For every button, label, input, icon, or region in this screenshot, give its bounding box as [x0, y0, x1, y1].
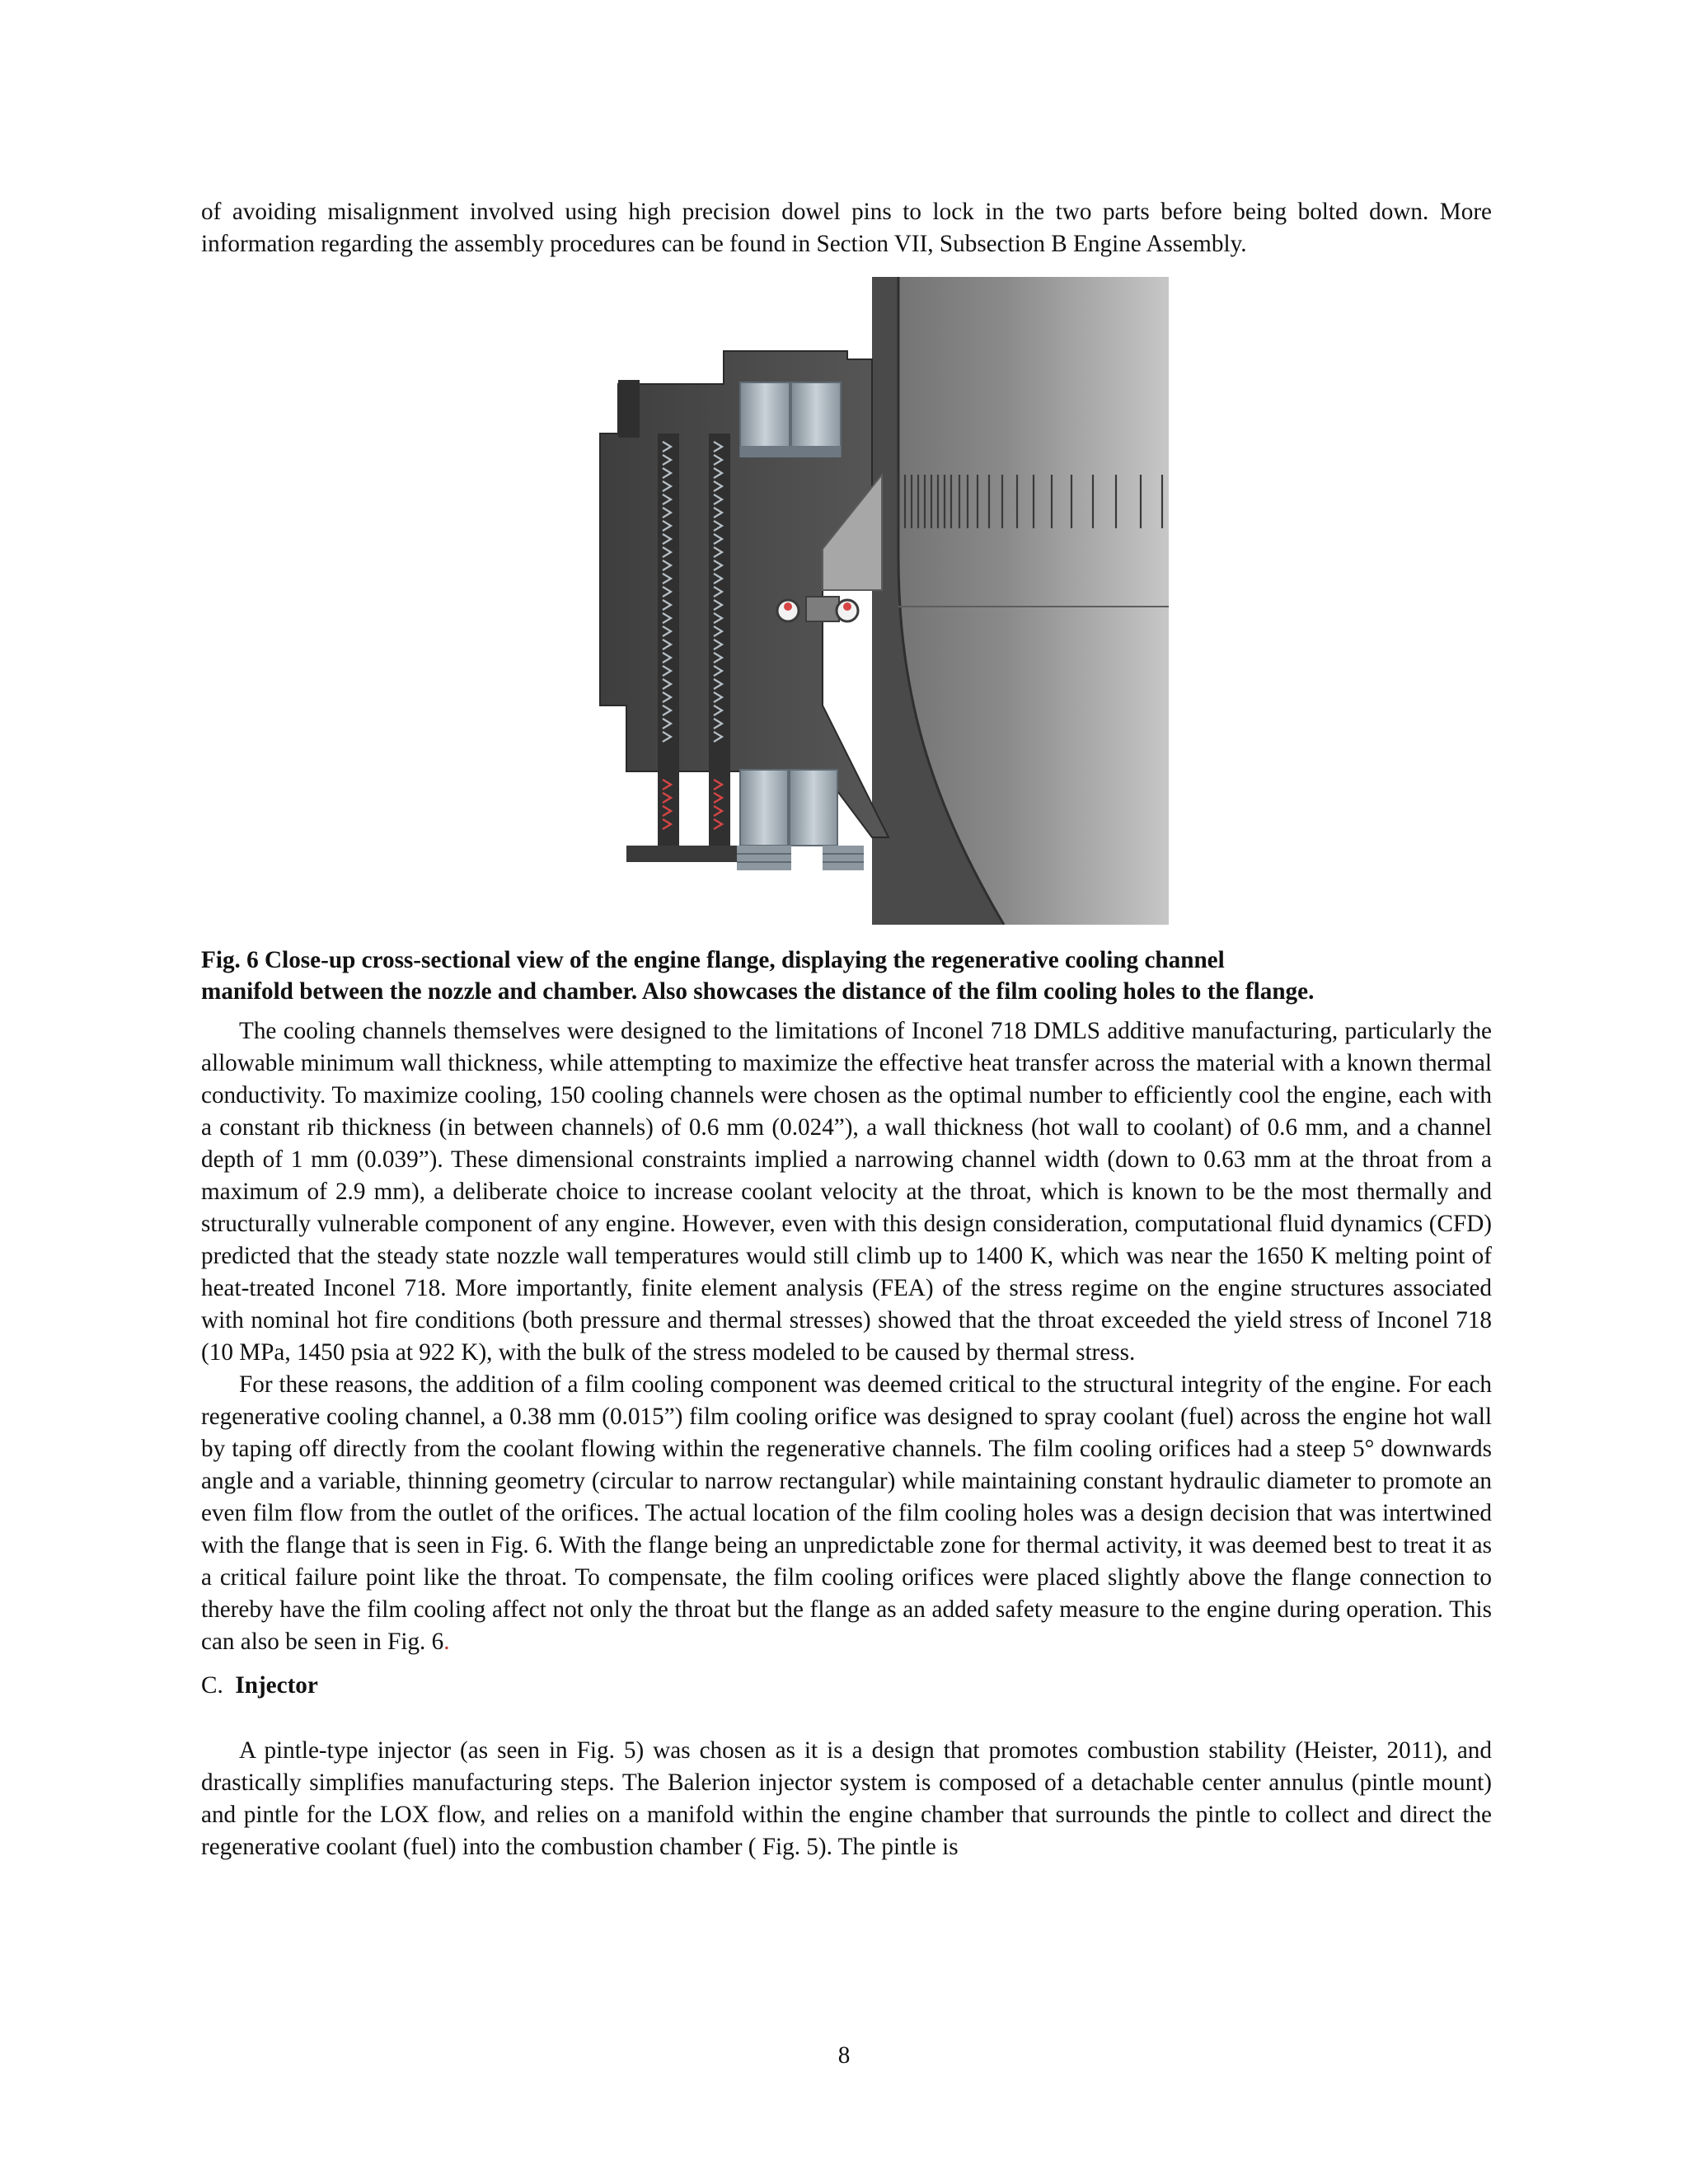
top-bolt-head [618, 380, 640, 438]
paragraph-film-cooling [201, 1369, 1492, 1658]
top-nut-left [740, 382, 790, 457]
bottom-nut-left [740, 770, 788, 846]
figure-caption-line2: manifold between the nozzle and chamber. Also showcases the distance of the film cooling holes to the flange. [201, 978, 1315, 1005]
paragraph-film-cooling-period: . [443, 1629, 450, 1655]
paragraph-injector: A pintle-type injector (as seen in Fig. 5) was chosen as it is a design that promotes combustion stability (Heister, 2011), and drastically simplifies manufacturing steps. The Balerion injector system is composed of a detachable center annulus (pintle mount) and pintle for the LOX flow, and relies on a manifold within the engine chamber that surrounds the pintle to collect and direct the regenerative coolant (fuel) into the combustion chamber ( Fig. 5). The pintle is [201, 1737, 1492, 1860]
paragraph-film-cooling-text: For these reasons, the addition of a film cooling component was deemed critical to the structural integrity of the engine. For each regenerative cooling channel, a 0.38 mm (0.015”) film cooling orifice was designed to spray coolant (fuel) across the engine hot wall by taping off directly from the coolant flowing within the regenerative channels. The film cooling orifices had a steep 5° downwards angle and a variable, thinning geometry (circular to narrow rectangular) while maintaining constant hydraulic diameter to promote an even film flow from the outlet of the orifices. The actual location of the film cooling holes was a design decision that was intertwined with the flange that is seen in Fig. 6. With the flange being an unpredictable zone for thermal activity, it was deemed best to treat it as a critical failure point like the throat. To compensate, the film cooling orifices were placed slightly above the flange connection to thereby have the film cooling affect not only the throat but the flange as an added safety measure to the engine during operation. This can also be seen in Fig. 6 [201, 1371, 1492, 1655]
figure-caption [201, 944, 1492, 1007]
manifold-channel-block [806, 597, 839, 621]
section-number: C. [201, 1672, 223, 1699]
figure-caption-line1: Fig. 6 Close-up cross-sectional view of the engine flange, displaying the regenerative cooling channel [201, 947, 1225, 973]
figure-engine-flange-cross-section [575, 277, 1169, 925]
bottom-bolt-end-left [737, 846, 791, 870]
paragraph-cooling-channels: The cooling channels themselves were designed to the limitations of Inconel 718 DMLS additive manufacturing, particularly the allowable minimum wall thickness, while attempting to maximize the effective heat transfer across the material with a known thermal conductivity. To maximize cooling, 150 cooling channels were chosen as the optimal number to efficiently cool the engine, each with a constant rib thickness (in between channels) of 0.6 mm (0.024”), a wall thickness (hot wall to coolant) of 0.6 mm, and a channel depth of 1 mm (0.039”). These dimensional constraints implied a narrowing channel width (down to 0.63 mm at the throat from a maximum of 2.9 mm), a deliberate choice to increase coolant velocity at the throat, which is known to be the most thermally and structurally vulnerable component of any engine. However, even with this design consideration, computational fluid dynamics (CFD) predicted that the steady state nozzle wall temperatures would still climb up to 1400 K, which was near the 1650 K melting point of heat-treated Inconel 718. More importantly, finite element analysis (FEA) of the stress regime on the engine structures associated with nominal hot fire conditions (both pressure and thermal stresses) showed that the throat exceeded the yield stress of Inconel 718 (10 MPa, 1450 psia at 922 K), with the bulk of the stress modeled to be caused by thermal stress. [201, 1018, 1492, 1366]
top-nut-right [791, 382, 841, 457]
page-number: 8 [837, 2042, 851, 2069]
bottom-bolt-end-right [823, 846, 864, 870]
section-heading-c [201, 1670, 1492, 1702]
page-body [201, 196, 1492, 1863]
intro-paragraph: of avoiding misalignment involved using high precision dowel pins to lock in the two parts before being bolted down. More information regarding the assembly procedures can be found in Section VII, Subsection B Engine Assembly. [201, 199, 1492, 257]
section-title: Injector [235, 1672, 318, 1699]
bottom-nut-right [790, 770, 837, 846]
